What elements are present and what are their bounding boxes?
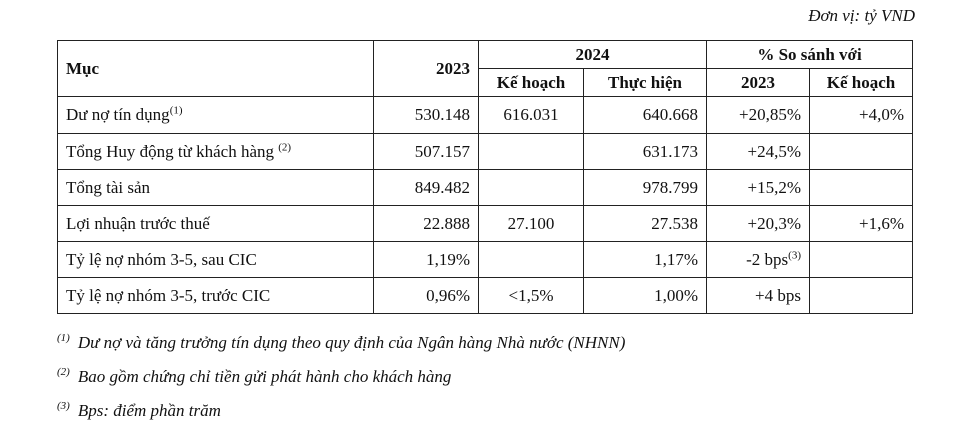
table-row [58,242,913,278]
cell-actual: 631.173 [584,134,707,170]
unit-note: Đơn vị: tỷ VND [808,6,915,25]
cell-vs-2023 [707,170,810,206]
cell-2023: 849.482 [374,170,479,206]
table-row [58,134,913,170]
cell-vs-2023 [707,97,810,134]
cell-2023: 530.148 [374,97,479,134]
row-label [58,134,374,170]
footnote [57,330,625,364]
table-row [58,206,913,242]
cell-vs-2023-text: +4 bps [755,285,801,305]
table-row [58,170,913,206]
cell-plan: 616.031 [479,97,584,134]
cell-actual: 640.668 [584,97,707,134]
cell-2023: 1,19% [374,242,479,278]
cell-plan [479,170,584,206]
footnote-mark: (3) [57,400,70,413]
cell-vs-plan [810,278,913,314]
row-note: (1) [169,104,183,117]
cell-vs-2023-text: +15,2% [747,177,801,197]
row-label [58,97,374,134]
cell-vs-plan [810,242,913,278]
row-label-text: Tỷ lệ nợ nhóm 3-5, sau CIC [66,249,257,269]
footnote [57,398,625,432]
cell-vs-2023-text: +24,5% [747,141,801,161]
cell-vs-2023-note: (3) [788,248,801,261]
cell-actual: 1,00% [584,278,707,314]
cell-2023: 22.888 [374,206,479,242]
cell-plan: 27.100 [479,206,584,242]
cell-2023: 0,96% [374,278,479,314]
header-group-2024: 2024 [479,41,707,69]
footnotes [57,330,625,432]
row-label [58,242,374,278]
row-label-text: Tổng tài sản [66,177,151,197]
header-item: Mục [58,41,374,97]
cell-plan [479,242,584,278]
row-label [58,278,374,314]
cell-vs-plan: +1,6% [810,206,913,242]
table-header-row [58,41,913,69]
row-label [58,206,374,242]
header-plan: Kế hoạch [479,69,584,97]
cell-vs-2023 [707,134,810,170]
cell-vs-plan [810,170,913,206]
footnote-text: Bps: điểm phần trăm [77,401,221,420]
cell-actual: 1,17% [584,242,707,278]
row-label-text: Dư nợ tín dụng [66,105,170,124]
cell-actual: 978.799 [584,170,707,206]
cell-vs-2023-text: +20,85% [739,105,801,124]
header-vs-2023: 2023 [707,69,810,97]
cell-vs-2023 [707,242,810,278]
cell-plan [479,134,584,170]
footnote-text: Dư nợ và tăng trưởng tín dụng theo quy định của Ngân hàng Nhà nước (NHNN) [77,333,626,352]
row-label-text: Tỷ lệ nợ nhóm 3-5, trước CIC [66,285,271,305]
header-group-compare: % So sánh với [707,41,913,69]
footnote-text: Bao gồm chứng chỉ tiền gửi phát hành cho khách hàng [77,367,452,386]
cell-actual: 27.538 [584,206,707,242]
financial-results-table [57,40,913,314]
footnote [57,364,625,398]
footnote-mark: (2) [57,366,70,379]
row-label-text: Tổng Huy động từ khách hàng [66,141,279,161]
table-row [58,278,913,314]
footnote-mark: (1) [57,332,70,345]
cell-plan: <1,5% [479,278,584,314]
row-note: (2) [278,140,292,153]
row-label [58,170,374,206]
header-2023: 2023 [374,41,479,97]
cell-vs-2023 [707,278,810,314]
header-actual: Thực hiện [584,69,707,97]
table-row [58,97,913,134]
cell-vs-plan: +4,0% [810,97,913,134]
row-label-text: Lợi nhuận trước thuế [66,213,210,233]
cell-vs-plan [810,134,913,170]
cell-2023: 507.157 [374,134,479,170]
header-vs-plan: Kế hoạch [810,69,913,97]
cell-vs-2023-text: +20,3% [747,213,801,233]
cell-vs-2023 [707,206,810,242]
cell-vs-2023-text: -2 bps [746,249,789,269]
